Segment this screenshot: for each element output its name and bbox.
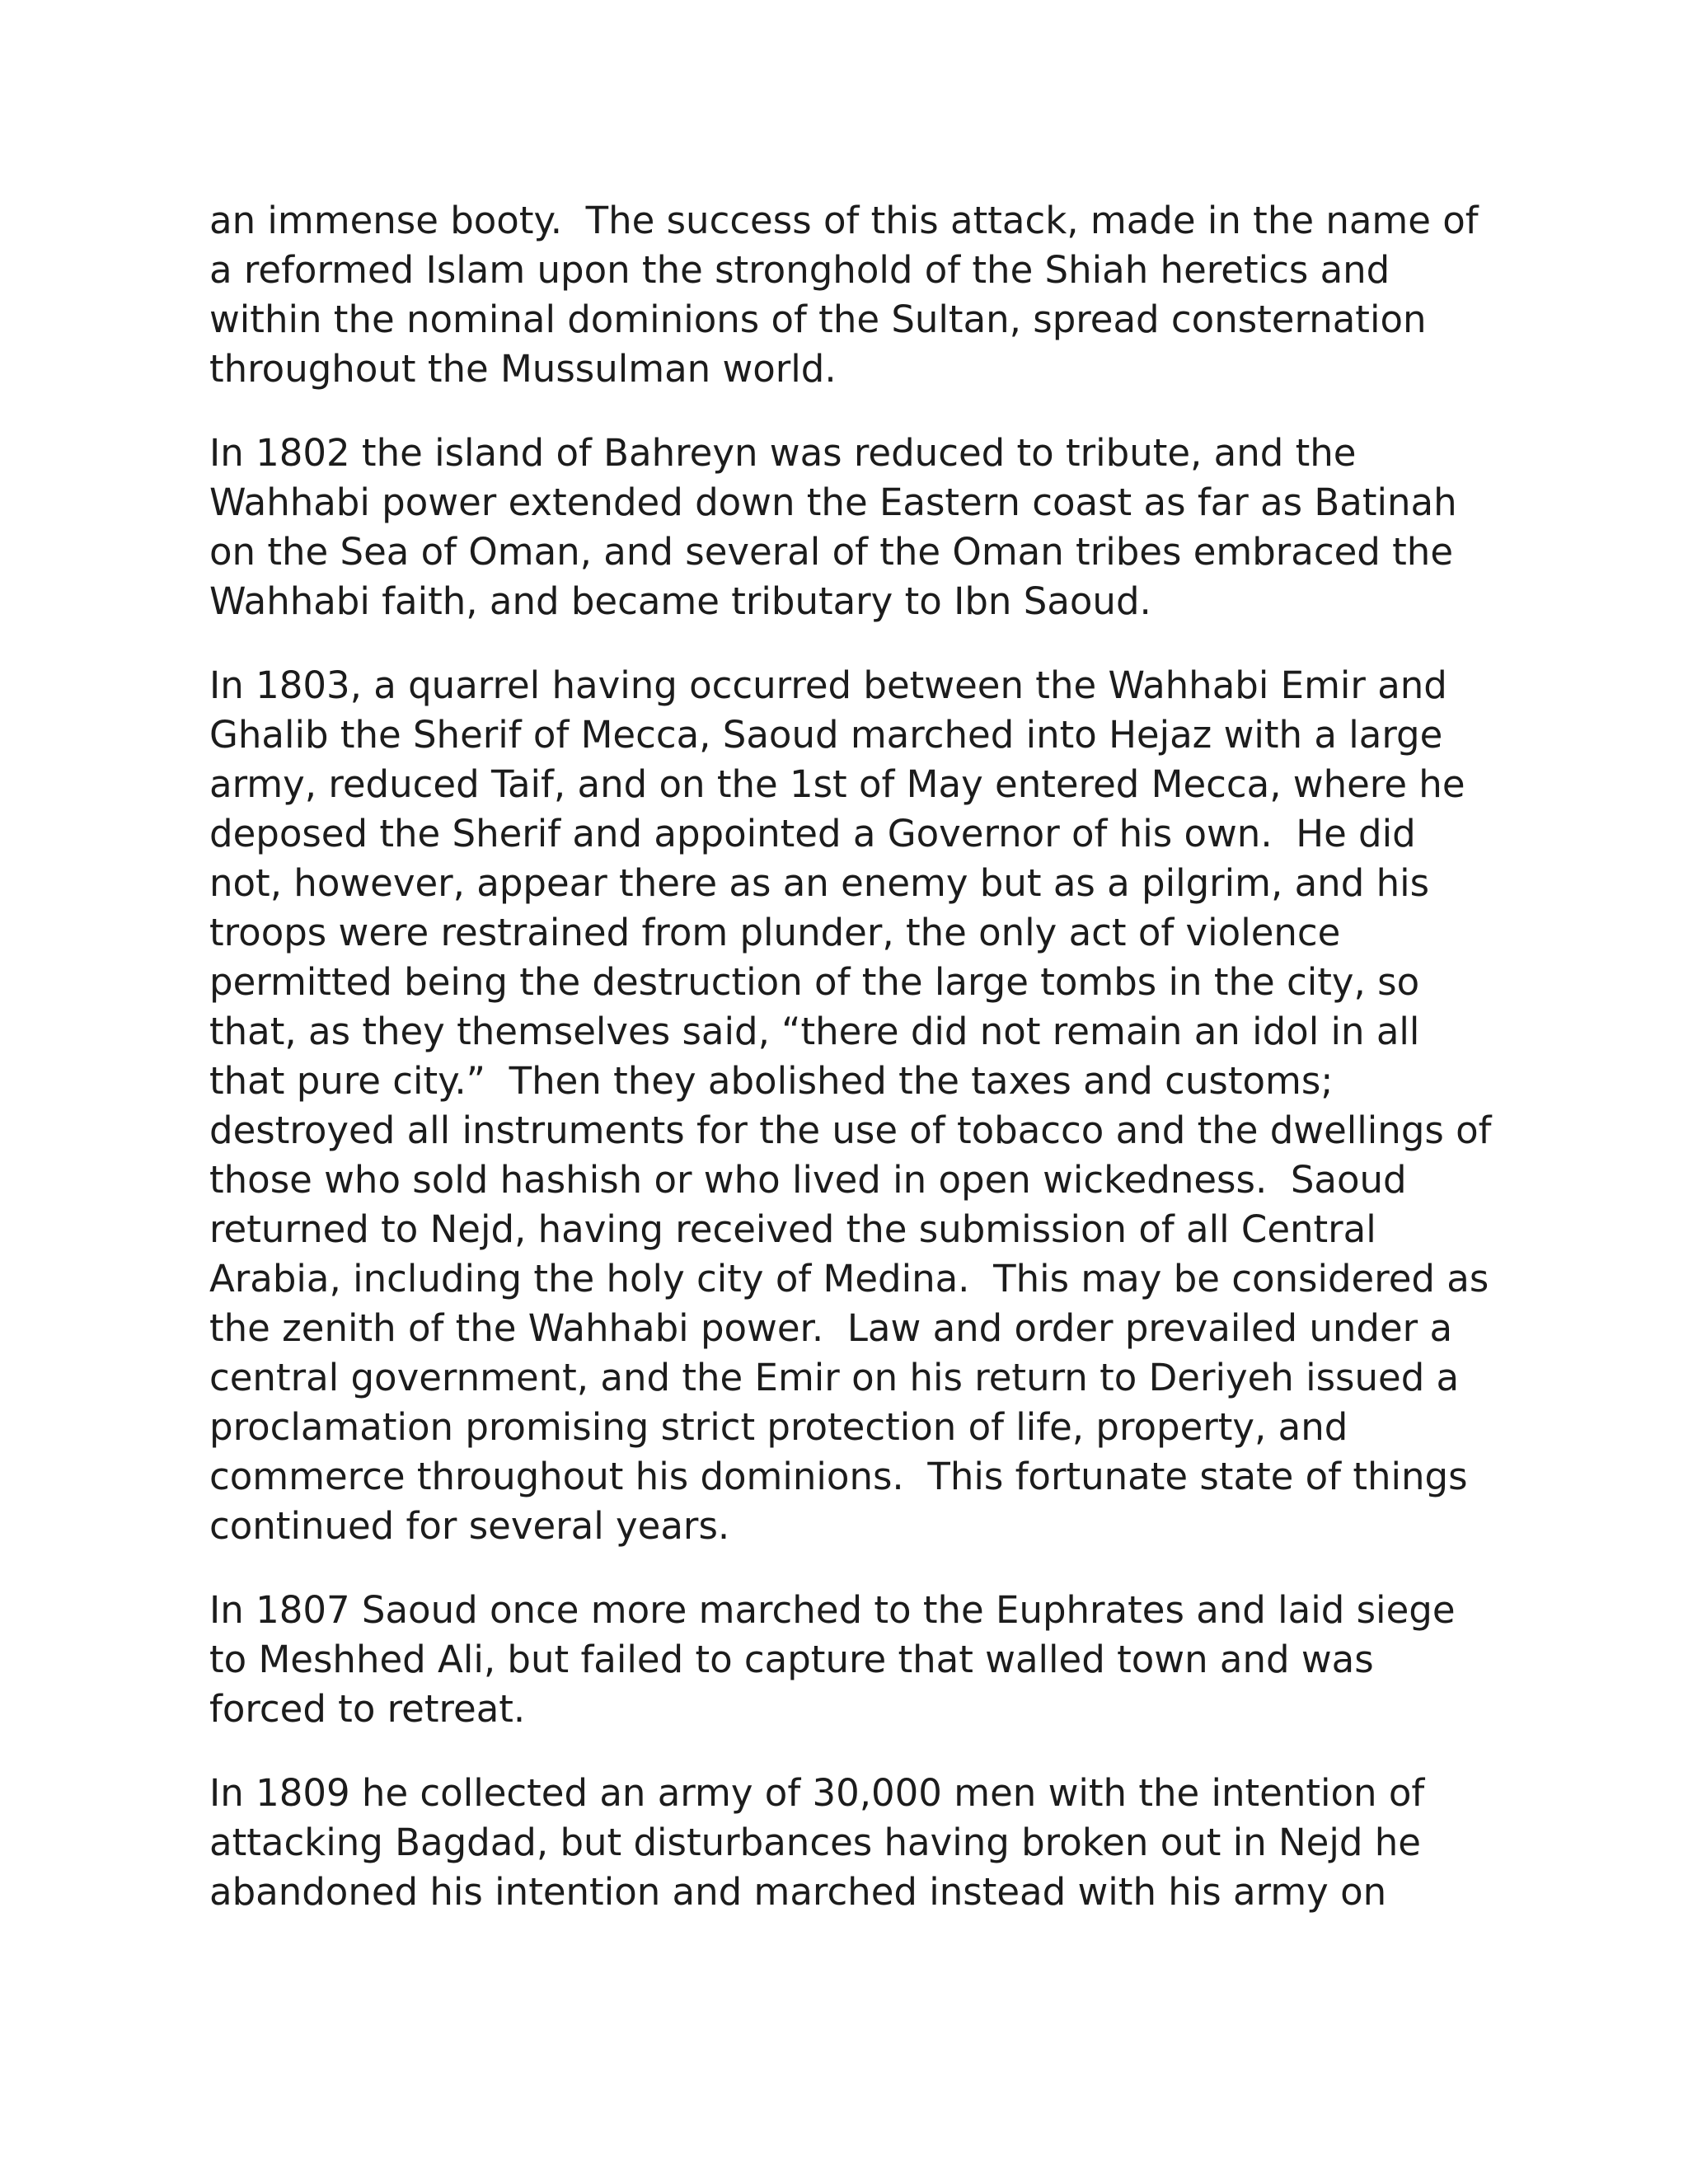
paragraph-1809	[209, 1769, 1495, 1917]
text-line: In 1807 Saoud once more marched to the Euphrates and laid siege	[209, 1588, 1456, 1632]
paragraph-1802	[209, 429, 1495, 626]
text-line: destroyed all instruments for the use of tobacco and the dwellings of	[209, 1108, 1492, 1152]
text-line: on the Sea of Oman, and several of the Oman tribes embraced the	[209, 530, 1454, 574]
paragraph-booty	[209, 196, 1495, 394]
text-line: to Meshhed Ali, but failed to capture that walled town and was	[209, 1638, 1374, 1681]
text-line: forced to retreat.	[209, 1687, 526, 1731]
text-line: attacking Bagdad, but disturbances having broken out in Nejd he	[209, 1821, 1421, 1864]
text-line: an immense booty. The success of this attack, made in the name of	[209, 199, 1479, 242]
text-line: returned to Nejd, having received the submission of all Central	[209, 1207, 1376, 1251]
text-line: continued for several years.	[209, 1504, 730, 1548]
body-text	[209, 196, 1495, 1952]
text-line: a reformed Islam upon the stronghold of the Shiah heretics and	[209, 248, 1390, 292]
text-line: not, however, appear there as an enemy but as a pilgrim, and his	[209, 861, 1430, 905]
paragraph-1803	[209, 661, 1495, 1551]
text-line: Wahhabi faith, and became tributary to Ibn Saoud.	[209, 579, 1151, 623]
text-line: In 1803, a quarrel having occurred between the Wahhabi Emir and	[209, 663, 1447, 707]
text-line: permitted being the destruction of the large tombs in the city, so	[209, 960, 1420, 1004]
text-line: within the nominal dominions of the Sultan, spread consternation	[209, 298, 1427, 341]
text-line: In 1802 the island of Bahreyn was reduced to tribute, and the	[209, 431, 1357, 475]
text-line: abandoned his intention and marched instead with his army on	[209, 1870, 1387, 1914]
text-line: central government, and the Emir on his return to Deriyeh issued a	[209, 1356, 1460, 1399]
text-line: deposed the Sherif and appointed a Governor of his own. He did	[209, 812, 1416, 855]
paragraph-1807	[209, 1586, 1495, 1734]
text-line: throughout the Mussulman world.	[209, 347, 837, 391]
text-line: Wahhabi power extended down the Eastern coast as far as Batinah	[209, 480, 1457, 524]
text-line: that pure city.” Then they abolished the taxes and customs;	[209, 1059, 1334, 1103]
text-line: that, as they themselves said, “there did not remain an idol in all	[209, 1010, 1420, 1053]
text-line: the zenith of the Wahhabi power. Law and order prevailed under a	[209, 1306, 1453, 1350]
text-line: Ghalib the Sherif of Mecca, Saoud marched into Hejaz with a large	[209, 713, 1443, 757]
text-line: army, reduced Taif, and on the 1st of May entered Mecca, where he	[209, 762, 1465, 806]
text-line: Arabia, including the holy city of Medina. This may be considered as	[209, 1257, 1489, 1301]
text-line: proclamation promising strict protection of life, property, and	[209, 1405, 1348, 1449]
text-line: In 1809 he collected an army of 30,000 men with the intention of	[209, 1771, 1425, 1815]
text-line: those who sold hashish or who lived in open wickedness. Saoud	[209, 1158, 1407, 1202]
text-line: commerce throughout his dominions. This fortunate state of things	[209, 1455, 1468, 1498]
text-line: troops were restrained from plunder, the only act of violence	[209, 911, 1341, 954]
